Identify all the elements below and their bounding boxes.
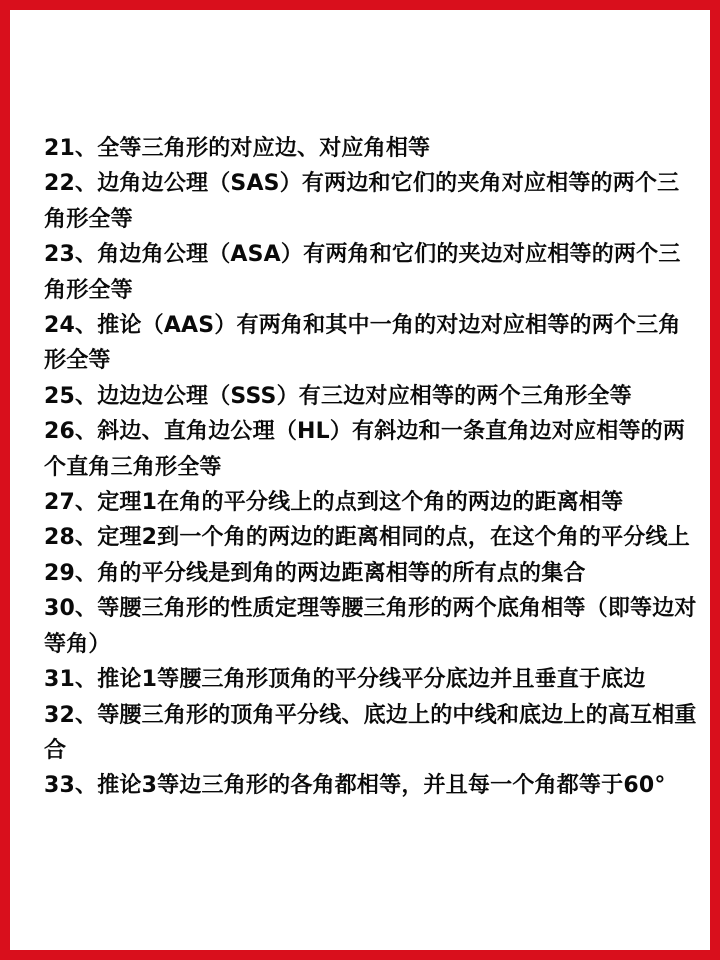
theorem-item-24: 24、推论（AAS）有两角和其中一角的对边对应相等的两个三角形全等 [44, 313, 681, 374]
theorem-item-21: 21、全等三角形的对应边、对应角相等 [44, 136, 431, 161]
theorem-item-23: 23、角边角公理（ASA）有两角和它们的夹边对应相等的两个三角形全等 [44, 242, 681, 303]
theorem-item-22: 22、边角边公理（SAS）有两边和它们的夹角对应相等的两个三角形全等 [44, 171, 680, 232]
theorem-item-29: 29、角的平分线是到角的两边距离相等的所有点的集合 [44, 560, 586, 586]
theorem-list [44, 131, 699, 804]
theorem-item-31: 31、推论1等腰三角形顶角的平分线平分底边并且垂直于底边 [44, 667, 646, 693]
theorem-item-26: 26、斜边、直角边公理（HL）有斜边和一条直角边对应相等的两个直角三角形全等 [44, 419, 686, 480]
theorem-item-28: 28、定理2到一个角的两边的距离相同的点，在这个角的平分线上 [44, 525, 690, 551]
theorem-item-27: 27、定理1在角的平分线上的点到这个角的两边的距离相等 [44, 490, 624, 516]
theorem-item-32: 32、等腰三角形的顶角平分线、底边上的中线和底边上的高互相重合 [44, 702, 697, 763]
theorem-item-25: 25、边边边公理（SSS）有三边对应相等的两个三角形全等 [44, 383, 632, 409]
theorem-item-30: 30、等腰三角形的性质定理等腰三角形的两个底角相等（即等边对等角） [44, 596, 697, 657]
theorem-item-33: 33、推论3等边三角形的各角都相等，并且每一个角都等于60° [44, 773, 666, 799]
